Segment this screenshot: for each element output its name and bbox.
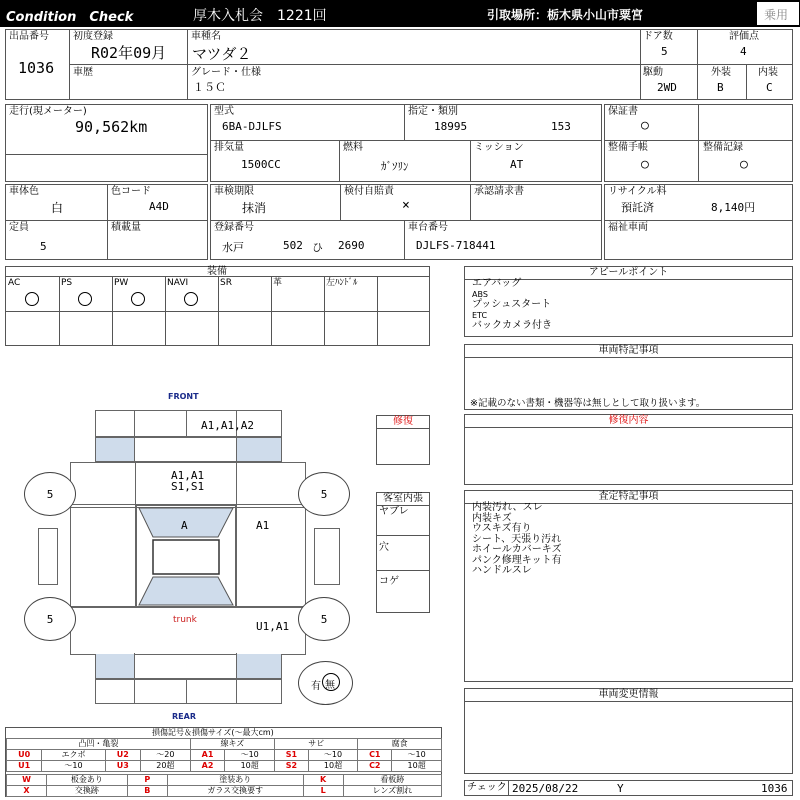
legend-desc: レンズ割れ [343,786,441,797]
chassis-number: DJLFS-718441 [416,239,496,252]
legend-desc: 板金あり [47,775,128,786]
pickup-location: 引取場所：栃木県小山市粟宮 [487,8,644,22]
header-title: Condition Check [6,10,134,25]
warranty-mark: ○ [641,118,649,133]
equipment-4-label: SR [220,278,232,288]
drive-label: 駆動 [643,67,663,78]
mission-label: ミッション [474,142,524,153]
damage-windshield: A [181,519,188,532]
legend-desc: 〜10 [225,750,275,761]
repair-legend-grid [6,774,442,797]
legend-desc: 10超 [392,761,442,772]
assessment-item: 内装キズ [472,512,512,524]
legend-desc: 20超 [141,761,191,772]
spare-prefix: 有 [311,681,321,692]
model-code: 6BA-DJLFS [222,120,282,133]
legend-desc: 〜10 [42,761,105,772]
equipment-title: 装備 [207,266,227,277]
displacement-label: 排気量 [214,142,244,153]
tire-front-left: 5 [24,472,76,516]
legend-code: S2 [275,761,309,772]
score-label: 評価点 [729,31,759,42]
body-color-label: 車体色 [9,186,39,197]
body-color: 白 [51,201,64,215]
legend-group: 線キズ [190,739,274,750]
car-name: マツダ２ [192,45,252,63]
category-number: 153 [551,120,571,133]
legend-desc: 看板跡 [343,775,441,786]
doors: 5 [661,45,668,58]
equipment-5-label: 革 [273,278,283,288]
recycle-fee: 8,140円 [711,201,756,214]
special-note: ※記載のない書類・機器等は無しとして取り扱います。 [470,398,706,409]
chassis-label: 車台番号 [408,222,448,233]
warranty-label: 保証書 [608,106,638,117]
grade: １５Ｃ [193,81,226,94]
interior-grade: C [766,81,773,94]
interior-label: 内装 [758,67,778,78]
registration-digits: 2690 [338,239,365,252]
appeal-item: ABS [472,289,488,299]
mileage-label: 走行(現メーター) [9,106,87,117]
legend-code: U0 [7,750,42,761]
legend-code: B [127,786,167,797]
legend-code: W [7,775,47,786]
damage-front-panel: A1,A1,A2 [201,419,254,432]
assessment-item: 内装汚れ、スレ [472,502,543,513]
assessment-list [472,503,562,577]
lot-number-label: 出品番号 [9,31,49,42]
special-title: 車両特記事項 [464,344,793,358]
legend-title: 損傷記号＆損傷サイズ(〜最大cm) [152,728,274,737]
repair-title: 修復 [376,415,430,429]
legend-group: サビ [275,739,358,750]
registration-kana: ひ [312,241,323,254]
inspection-status: 抹消 [242,201,267,215]
appeal-item: ETC [472,310,488,320]
drive: 2WD [657,81,677,94]
color-code: A4D [149,200,169,213]
mileage: 90,562km [75,118,148,136]
rear-label: REAR [172,712,196,721]
lot-number: 1036 [18,59,55,77]
damage-legend-grid [6,738,442,772]
front-label: FRONT [168,392,199,401]
check-date: 2025/08/22 [512,782,579,795]
assessment-item: シート、天張り汚れ [472,533,562,545]
exterior-label: 外装 [711,67,731,78]
assessment-item: ハンドルスレ [472,565,532,576]
registration-area: 水戸 [222,241,244,254]
doors-label: ドア数 [643,31,673,42]
damage-hood-1: A1,A1 [171,469,205,482]
legend-code: A2 [190,761,225,772]
assessment-item: パンク修理キット有 [472,554,562,566]
legend-code: X [7,786,47,797]
capacity: 5 [40,240,47,253]
assessment-item: ウスキズ有り [472,523,532,534]
registration-class: 502 [283,239,303,252]
recycle-label: リサイクル料 [608,186,667,197]
exterior-grade: B [717,81,724,94]
maintenance-book-label: 整備手帳 [608,142,648,153]
appeal-list [472,279,552,332]
equipment-1-label: PS [61,278,73,288]
tire-rear-left: 5 [24,597,76,641]
car-name-label: 車種名 [191,31,221,42]
check-lot: 1036 [761,782,788,795]
registration-box [210,184,602,260]
equipment-0-circle-icon [25,292,39,306]
mission: AT [510,158,524,171]
displacement: 1500CC [241,158,281,171]
legend-code: U2 [105,750,140,761]
score: 4 [740,45,747,58]
grade-label: グレード・仕様 [191,67,261,78]
appeal-item: バックカメラ付き [472,320,552,331]
fuel-label: 燃料 [343,142,363,153]
legend-desc: 10超 [308,761,358,772]
appeal-title: アピールポイント [464,266,793,280]
trunk-label: trunk [173,615,197,625]
first-registration: R02年09月 [91,44,167,62]
change-title: 車両変更情報 [464,688,793,702]
color-code-label: 色コード [111,186,151,197]
insurance-mark: × [402,198,410,213]
auction-name: 厚木入札会 1221回 [193,8,327,24]
equipment-0-label: AC [8,278,21,288]
legend-desc: 〜10 [392,750,442,761]
approval-label: 承認請求書 [474,186,524,197]
cabin-item-tear: ヤブレ [379,506,409,517]
legend-code: P [127,775,167,786]
maintenance-record-mark: ○ [740,157,748,172]
damage-hood-2: S1,S1 [171,480,205,493]
category-label: 乗用 [764,8,789,22]
designation-label: 指定・類別 [408,106,458,117]
recycle-status: 預託済 [621,201,654,214]
legend-code: A1 [190,750,225,761]
legend-desc: エクボ [42,750,105,761]
damage-right-rear: U1,A1 [256,620,290,633]
tire-front-right: 5 [298,472,350,516]
legend-code: L [303,786,343,797]
maintenance-book-mark: ○ [641,157,649,172]
first-registration-label: 初度登録 [73,31,113,42]
equipment-1-circle-icon [78,292,92,306]
assessment-item: ホイールカバーキズ [472,544,562,555]
legend-code: C2 [358,761,392,772]
spare-mark: 無 [325,680,335,691]
legend-desc: 〜10 [308,750,358,761]
legend-desc: 塗装あり [167,775,303,786]
model-label: 型式 [214,106,234,117]
damage-right-front: A1 [256,519,270,532]
fuel: ｶﾞｿﾘﾝ [381,160,409,173]
maintenance-record-label: 整備記録 [703,142,743,153]
check-mark: Y [617,782,624,795]
repair-detail-title: 修復内容 [464,414,793,428]
equipment-3-label: NAVI [167,278,189,288]
load-label: 積載量 [111,222,141,233]
legend-desc: 〜20 [141,750,191,761]
registration-number-label: 登録番号 [214,222,254,233]
history-label: 車歴 [73,67,93,78]
appeal-item: プッシュスタート [472,299,552,310]
appeal-item: エアバッグ [472,278,522,289]
legend-code: C1 [358,750,392,761]
equipment-3-circle-icon [184,292,198,306]
capacity-label: 定員 [9,222,29,233]
check-label: チェック [467,782,507,793]
equipment-2-circle-icon [131,292,145,306]
legend-code: U1 [7,761,42,772]
cabin-title: 客室内張 [376,492,430,506]
cabin-item-hole: 穴 [379,542,389,553]
cabin-item-burn: コゲ [379,576,399,587]
legend-code: K [303,775,343,786]
inspection-label: 車検期限 [214,186,254,197]
legend-desc: 10超 [225,761,275,772]
tire-rear-right: 5 [298,597,350,641]
legend-desc: 交換跡 [47,786,128,797]
legend-code: U3 [105,761,140,772]
legend-group: 腐食 [358,739,442,750]
legend-group: 凸凹・亀裂 [7,739,191,750]
legend-desc: ガラス交換要す [167,786,303,797]
welfare-label: 福祉車両 [608,222,648,233]
equipment-6-label: 左ﾊﾝﾄﾞﾙ [326,278,358,288]
designation-number: 18995 [434,120,468,133]
equipment-2-label: PW [114,278,129,288]
insurance-label: 検付自賠責 [344,186,394,197]
legend-code: S1 [275,750,309,761]
assessment-title: 査定特記事項 [464,490,793,504]
